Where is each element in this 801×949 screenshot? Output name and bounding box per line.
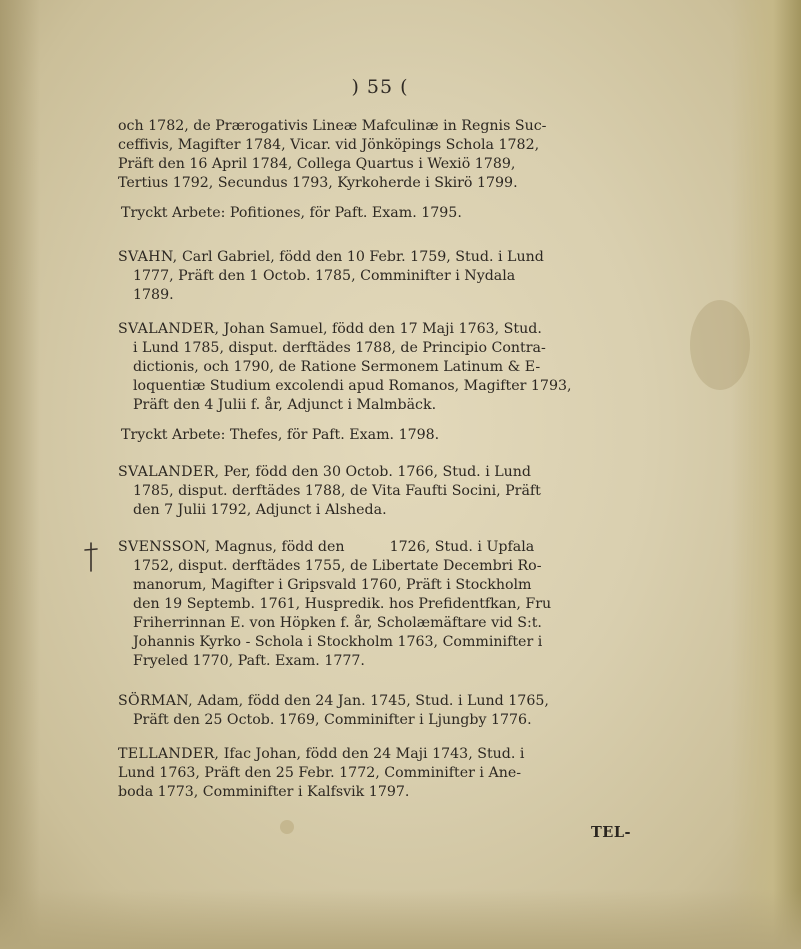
paper-stain: [690, 300, 750, 390]
entry-surname: SVALANDER,: [118, 464, 220, 480]
entry-line: boda 1773, Comminifter i Kalfsvik 1797.: [118, 784, 410, 800]
entry-line-text: Ifac Johan, född den 24 Maji 1743, Stud. i: [223, 746, 525, 762]
catchword: TEL-: [591, 824, 632, 841]
entry-surname: TELLANDER,: [118, 746, 220, 762]
page-edge-shadow-left: [0, 0, 40, 949]
entry-line: dictionis, och 1790, de Ratione Sermonem Latinum & E-: [133, 359, 541, 375]
paper-stain: [280, 820, 294, 834]
entry-line: Johannis Kyrko - Schola i Stockholm 1763, Comminifter i: [133, 634, 543, 650]
entry-line: [118, 692, 670, 711]
entry-line-text: Adam, född den 24 Jan. 1745, Stud. i Lund 1765,: [197, 693, 549, 709]
page-number-header: ) 55 (: [351, 76, 409, 98]
entry-line-text: Per, född den 30 Octob. 1766, Stud. i Lund: [223, 464, 532, 480]
entry-line: 1789.: [133, 287, 174, 303]
entry-line: Präft den 25 Octob. 1769, Comminifter i Ljungby 1776.: [133, 712, 532, 728]
entry-line: Präft den 16 April 1784, Collega Quartus i Wexiö 1789,: [118, 156, 516, 172]
entry-surname: SÖRMAN,: [118, 693, 193, 709]
entry-line-text: Magnus, född den 1726, Stud. i Upfala: [214, 539, 535, 555]
margin-cross-mark-icon: [84, 542, 98, 572]
tryckt-arbete-line: Tryckt Arbete: Pofitiones, för Paft. Exam. 1795.: [121, 205, 462, 221]
entry-line-text: Johan Samuel, född den 17 Maji 1763, Stud.: [223, 321, 542, 337]
entry-line: Tertius 1792, Secundus 1793, Kyrkoherde i Skirö 1799.: [118, 175, 518, 191]
entry-line: 1752, disput. derftädes 1755, de Libertate Decembri Ro-: [133, 558, 542, 574]
entry-line: den 19 Septemb. 1761, Huspredik. hos Prefidentfkan, Fru: [133, 596, 552, 612]
entry-line: Präft den 4 Julii f. år, Adjunct i Malmbäck.: [133, 397, 437, 413]
entry-svalander-per: [118, 463, 670, 520]
entry-line: 1777, Präft den 1 Octob. 1785, Comminifter i Nydala: [133, 268, 516, 284]
entry-line: Lund 1763, Präft den 25 Febr. 1772, Comminifter i Ane-: [118, 765, 522, 781]
entry-line: ceffivis, Magifter 1784, Vicar. vid Jönköpings Schola 1782,: [118, 137, 540, 153]
entry-line: [118, 745, 670, 764]
entry-line: [118, 538, 670, 557]
entry-line: i Lund 1785, disput. derftädes 1788, de Principio Contra-: [133, 340, 546, 356]
entry-line: Friherrinnan E. von Höpken f. år, Scholæmäftare vid S:t.: [133, 615, 542, 631]
entry-line: [118, 463, 670, 482]
entry-sorman: [118, 692, 670, 730]
entry-line: 1785, disput. derftädes 1788, de Vita Faufti Socini, Präft: [133, 483, 541, 499]
entry-continuation: [118, 117, 670, 193]
entry-line: [118, 320, 670, 339]
entry-line-text: Carl Gabriel, född den 10 Febr. 1759, Stud. i Lund: [181, 249, 544, 265]
entry-svensson: [118, 538, 670, 671]
entry-svalander-johan: [118, 320, 670, 415]
entry-surname: SVALANDER,: [118, 321, 220, 337]
page-edge-shadow-right: [731, 0, 801, 949]
entry-line: och 1782, de Prærogativis Lineæ Mafculinæ in Regnis Suc-: [118, 118, 547, 134]
entry-line: Fryeled 1770, Paft. Exam. 1777.: [133, 653, 365, 669]
entry-line: loquentiæ Studium excolendi apud Romanos, Magifter 1793,: [133, 378, 572, 394]
entry-svahn: [118, 248, 670, 305]
entry-surname: SVENSSON,: [118, 539, 211, 555]
page-edge-shadow-bottom: [0, 889, 801, 949]
entry-line: den 7 Julii 1792, Adjunct i Alsheda.: [133, 502, 387, 518]
entry-tellander: [118, 745, 670, 802]
entry-line: [118, 248, 670, 267]
entry-surname: SVAHN,: [118, 249, 178, 265]
entry-line: manorum, Magifter i Gripsvald 1760, Präft i Stockholm: [133, 577, 532, 593]
tryckt-arbete-line: Tryckt Arbete: Thefes, för Paft. Exam. 1798.: [121, 427, 440, 443]
